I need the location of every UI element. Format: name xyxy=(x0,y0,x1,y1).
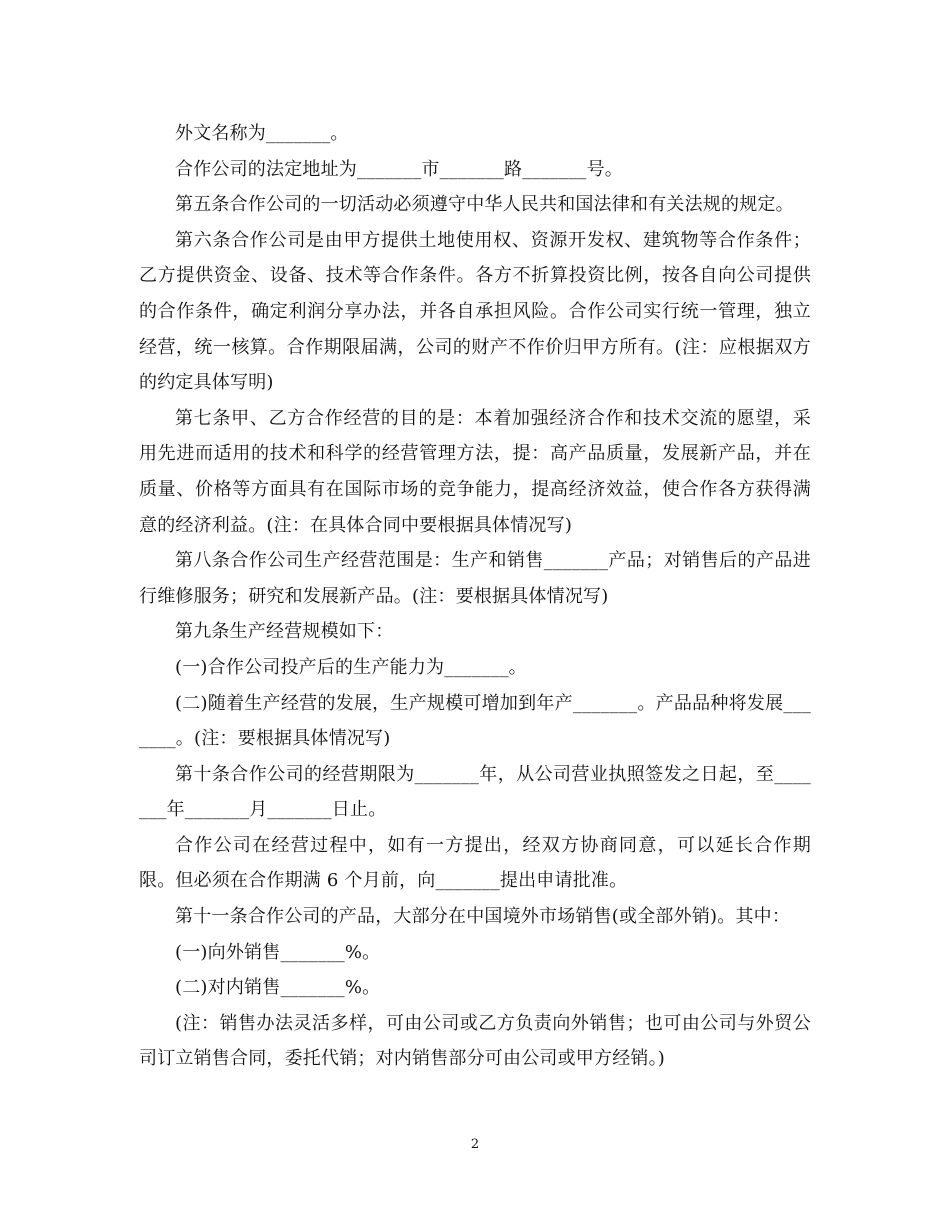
paragraph-article-8: 第八条合作公司生产经营范围是：生产和销售_______产品；对销售后的产品进行维修服务；研究和发展新产品。(注：要根据具体情况写) xyxy=(139,550,811,607)
paragraph-article-11: 第十一条合作公司的产品，大部分在中国境外市场销售(或全部外销)。其中： xyxy=(175,906,791,928)
paragraph-article-10-extension: 合作公司在经营过程中，如有一方提出，经双方协商同意，可以延长合作期限。但必须在合作期满 6 个月前，向_______提出申请批准。 xyxy=(139,834,811,892)
paragraph-article-9-item-2: (二)随着生产经营的发展，生产规模可增加到年产_______。产品品种将发展_______。(注：要根据具体情况写) xyxy=(139,692,811,750)
paragraph-article-10: 第十条合作公司的经营期限为_______年，从公司营业执照签发之日起，至_______年_______月_______日止。 xyxy=(139,763,811,821)
paragraph-article-5: 第五条合作公司的一切活动必须遵守中华人民共和国法律和有关法规的规定。 xyxy=(175,194,794,216)
paragraph-article-9: 第九条生产经营规模如下： xyxy=(175,621,394,643)
paragraph-article-9-item-1: (一)合作公司投产后的生产能力为_______。 xyxy=(175,656,527,678)
document-body xyxy=(139,116,811,1077)
paragraph-foreign-name: 外文名称为_______。 xyxy=(175,123,349,144)
paragraph-article-11-item-2: (二)对内销售_______%。 xyxy=(175,977,381,999)
paragraph-legal-address: 合作公司的法定地址为_______市_______路_______号。 xyxy=(175,158,623,180)
paragraph-article-11-note: (注：销售办法灵活多样，可由公司或乙方负责向外销售；也可由公司与外贸公司订立销售合同，委托代销；对内销售部分可由公司或甲方经销。) xyxy=(139,1012,811,1070)
paragraph-article-11-item-1: (一)向外销售_______%。 xyxy=(175,941,381,963)
paragraph-article-7: 第七条甲、乙方合作经营的目的是：本着加强经济合作和技术交流的愿望，采用先进而适用的技术和科学的经营管理方法，提：高产品质量，发展新产品，并在质量、价格等方面具有在国际市场的竞争能力，提高经济效益，使合作各方获得满意的经济利益。(注：在具体合同中要根据具体情况写) xyxy=(139,407,811,536)
page-number: 2 xyxy=(470,1137,480,1152)
paragraph-article-6: 第六条合作公司是由甲方提供土地使用权、资源开发权、建筑物等合作条件；乙方提供资金、设备、技术等合作条件。各方不折算投资比例，按各自向公司提供的合作条件，确定利润分享办法，并各自承担风险。合作公司实行统一管理，独立经营，统一核算。合作期限届满，公司的财产不作价归甲方所有。(注：应根据双方的约定具体写明) xyxy=(139,229,811,394)
